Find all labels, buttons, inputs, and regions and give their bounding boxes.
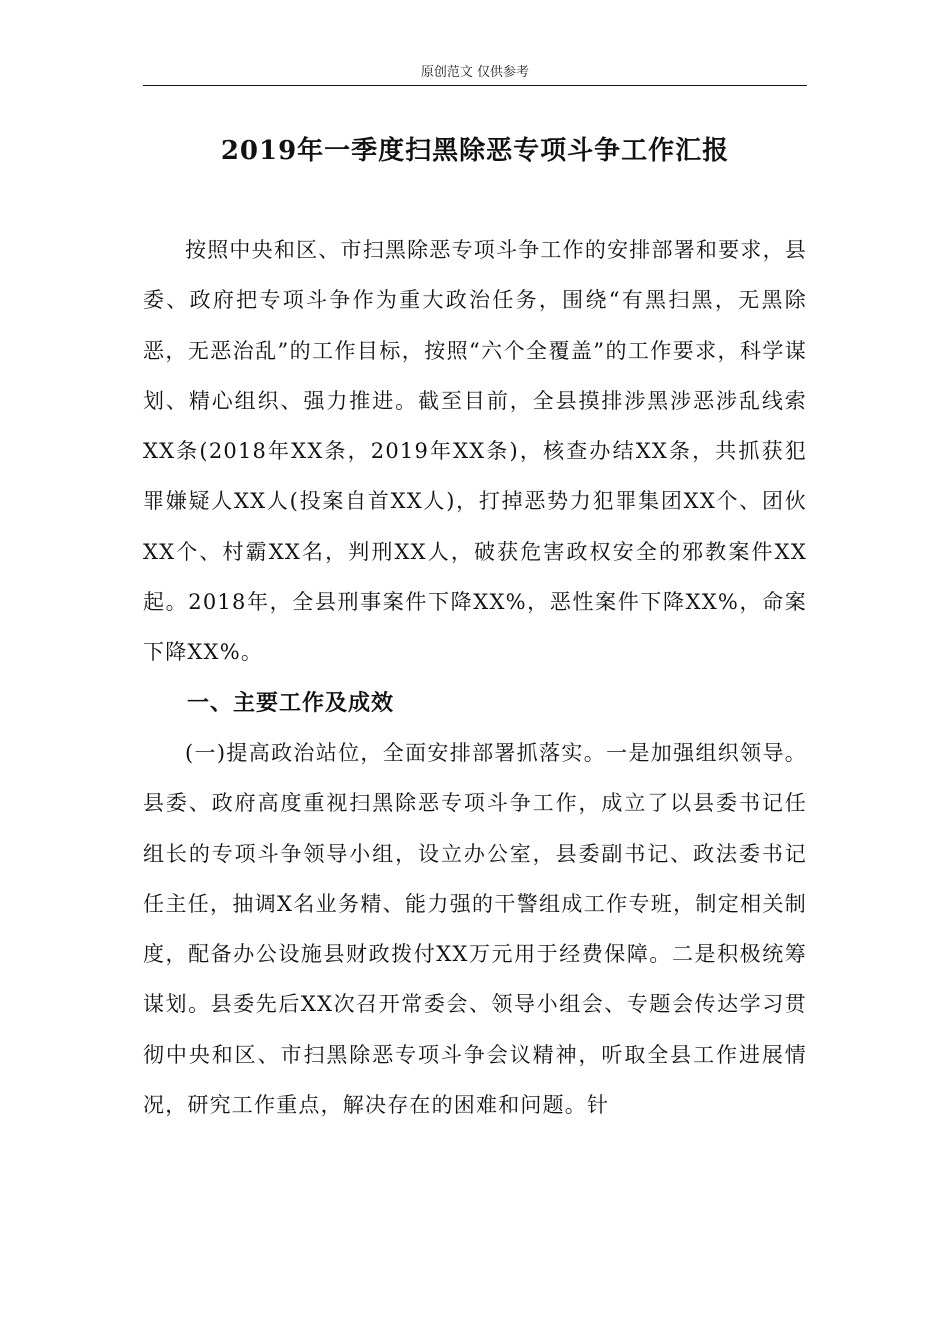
document-body <box>143 225 807 1130</box>
section-heading: 一、主要工作及成效 <box>187 689 395 716</box>
document-title: 2019年一季度扫黑除恶专项斗争工作汇报 <box>220 136 730 166</box>
page-header: 原创范文 仅供参考 <box>420 65 530 80</box>
header-divider <box>143 85 807 86</box>
intro-paragraph: 按照中央和区、市扫黑除恶专项斗争工作的安排部署和要求，县委、政府把专项斗争作为重大政治任务，围绕“有黑扫黑，无黑除恶，无恶治乱”的工作目标，按照“六个全覆盖”的工作要求，科学谋划、精心组织、强力推进。截至目前，全县摸排涉黑涉恶涉乱线索XX条(2018年XX条，2019年XX条)，核查办结XX条，共抓获犯罪嫌疑人XX人(投案自首XX人)，打掉恶势力犯罪集团XX个、团伙XX个、村霸XX名，判刑XX人，破获危害政权安全的邪教案件XX起。2018年，全县刑事案件下降XX%，恶性案件下降XX%，命案下降XX%。 <box>143 238 807 665</box>
section-paragraph: (一)提高政治站位，全面安排部署抓落实。一是加强组织领导。县委、政府高度重视扫黑除恶专项斗争工作，成立了以县委书记任组长的专项斗争领导小组，设立办公室，县委副书记、政法委书记任主任，抽调X名业务精、能力强的干警组成工作专班，制定相关制度，配备办公设施县财政拨付XX万元用于经费保障。二是积极统筹谋划。县委先后XX次召开常委会、领导小组会、专题会传达学习贯彻中央和区、市扫黑除恶专项斗争会议精神，听取全县工作进展情况，研究工作重点，解决存在的困难和问题。针 <box>143 740 807 1118</box>
